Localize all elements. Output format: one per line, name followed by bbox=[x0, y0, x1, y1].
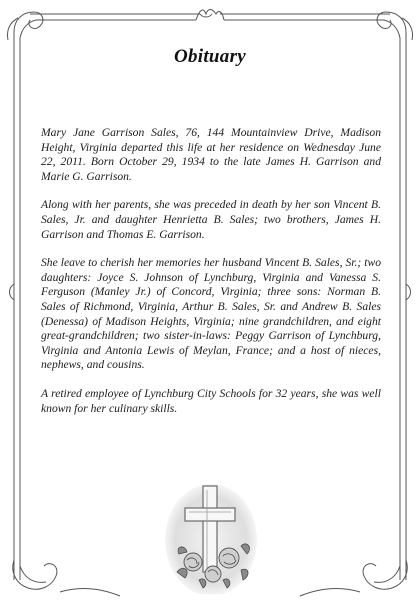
paragraph-survivors: She leave to cherish her memories her husband Vincent B. Sales, Sr.; two daughters: Joyce S. Johnson of Lynchburg, Virginia and Vanessa S. Ferguson (Manley Jr.) of Concord, Virginia; three sons: Norman B. Sales of Richmond, Virginia, Arthur B. Sales, Sr. and Andrew B. Sales (Denessa) of Madison Heights, Virginia; nine grandchildren, and eight great-grandchildren; two sister-in-laws: Peggy Garrison of Lynchburg, Virginia and Antonia Lewis of Meylan, France; and a host of nieces, nephews, and cousins. bbox=[41, 256, 381, 372]
paragraph-career: A retired employee of Lynchburg City Schools for 32 years, she was well known for her culinary skills. bbox=[41, 386, 381, 415]
page-title: Obituary bbox=[173, 46, 247, 67]
cross-with-roses-icon bbox=[163, 476, 259, 594]
paragraph-biography: Mary Jane Garrison Sales, 76, 144 Mountainview Drive, Madison Height, Virginia departed this life at her residence on Wednesday June 22, 2011. Born October 29, 1934 to the late James H. Garrison and Marie G. Garrison. bbox=[41, 126, 381, 183]
obituary-body bbox=[41, 126, 381, 430]
paragraph-preceded-in-death: Along with her parents, she was preceded in death by her son Vincent B. Sales, Jr. and daughter Henrietta B. Sales; two brothers, James H. Garrison and Thomas E. Garrison. bbox=[41, 198, 381, 241]
